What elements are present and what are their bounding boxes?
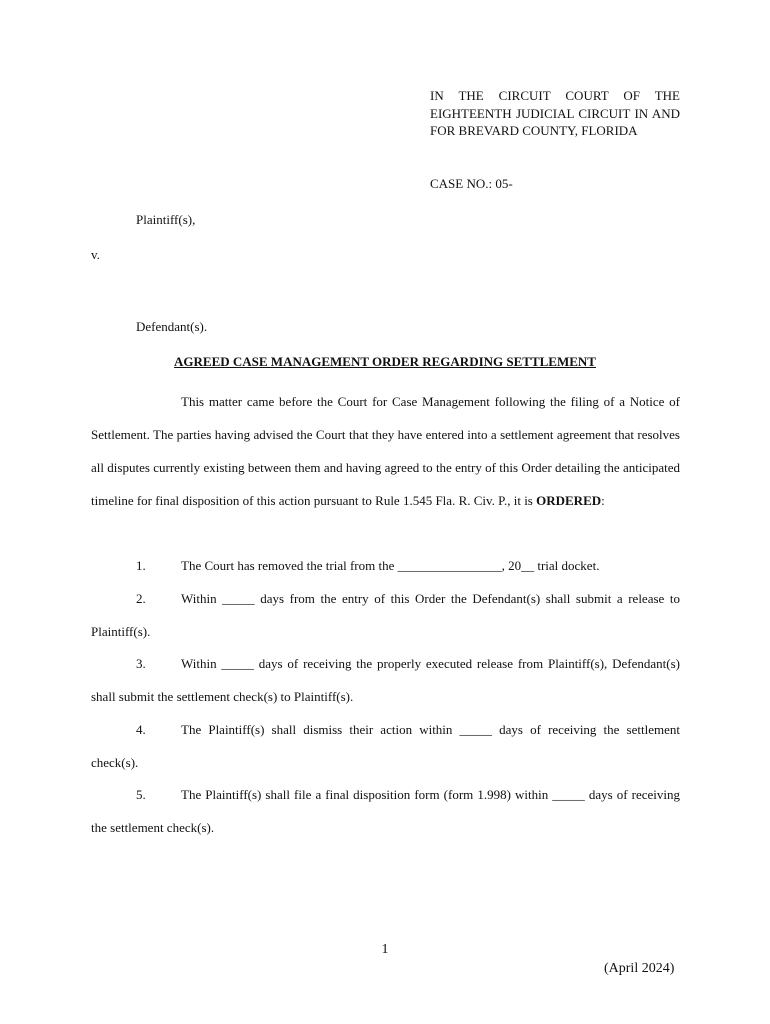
item-text: Within _____ days of receiving the properly executed release from Plaintiff(s), Defendant(s) shall submit the settlement check(s) to Plaintiff(s). bbox=[91, 656, 680, 704]
item-text: The Plaintiff(s) shall dismiss their action within _____ days of receiving the settlement check(s). bbox=[91, 722, 680, 770]
item-number: 5. bbox=[136, 787, 146, 802]
order-item-2 bbox=[91, 582, 680, 648]
item-number: 2. bbox=[136, 591, 146, 606]
ordered-word: ORDERED bbox=[536, 493, 602, 508]
page-number: 1 bbox=[381, 942, 389, 957]
item-text: Within _____ days from the entry of this Order the Defendant(s) shall submit a release to Plaintiff(s). bbox=[91, 591, 680, 639]
order-item-4 bbox=[91, 713, 680, 779]
defendant-label: Defendant(s). bbox=[136, 319, 208, 334]
revision-date: (April 2024) bbox=[604, 961, 675, 976]
item-number: 3. bbox=[136, 656, 146, 671]
item-text: The Plaintiff(s) shall file a final disposition form (form 1.998) within _____ days of receiving the settlement check(s). bbox=[91, 787, 680, 835]
court-caption: IN THE CIRCUIT COURT OF THE EIGHTEENTH JUDICIAL CIRCUIT IN AND FOR BREVARD COUNTY, FLORIDA bbox=[430, 88, 680, 139]
versus-label: v. bbox=[91, 247, 100, 262]
order-title: AGREED CASE MANAGEMENT ORDER REGARDING SETTLEMENT bbox=[174, 354, 596, 369]
plaintiff-label: Plaintiff(s), bbox=[136, 212, 196, 227]
order-item-5 bbox=[91, 778, 680, 844]
intro-paragraph bbox=[91, 385, 680, 517]
item-number: 4. bbox=[136, 722, 146, 737]
order-item-1 bbox=[91, 549, 680, 582]
item-text: The Court has removed the trial from the ________________, 20__ trial docket. bbox=[181, 558, 600, 573]
intro-text: This matter came before the Court for Case Management following the filing of a Notice of Settlement. The parties having advised the Court that they have entered into a settlement agreement that resolves all disputes currently existing between them and having agreed to the entry of this Order detailing the anticipated timeline for final disposition of this action pursuant to Rule 1.545 Fla. R. Civ. P., it is bbox=[91, 394, 680, 508]
case-number: CASE NO.: 05- bbox=[430, 176, 513, 191]
order-item-3 bbox=[91, 647, 680, 713]
ordered-suffix: : bbox=[601, 493, 605, 508]
item-number: 1. bbox=[136, 558, 146, 573]
